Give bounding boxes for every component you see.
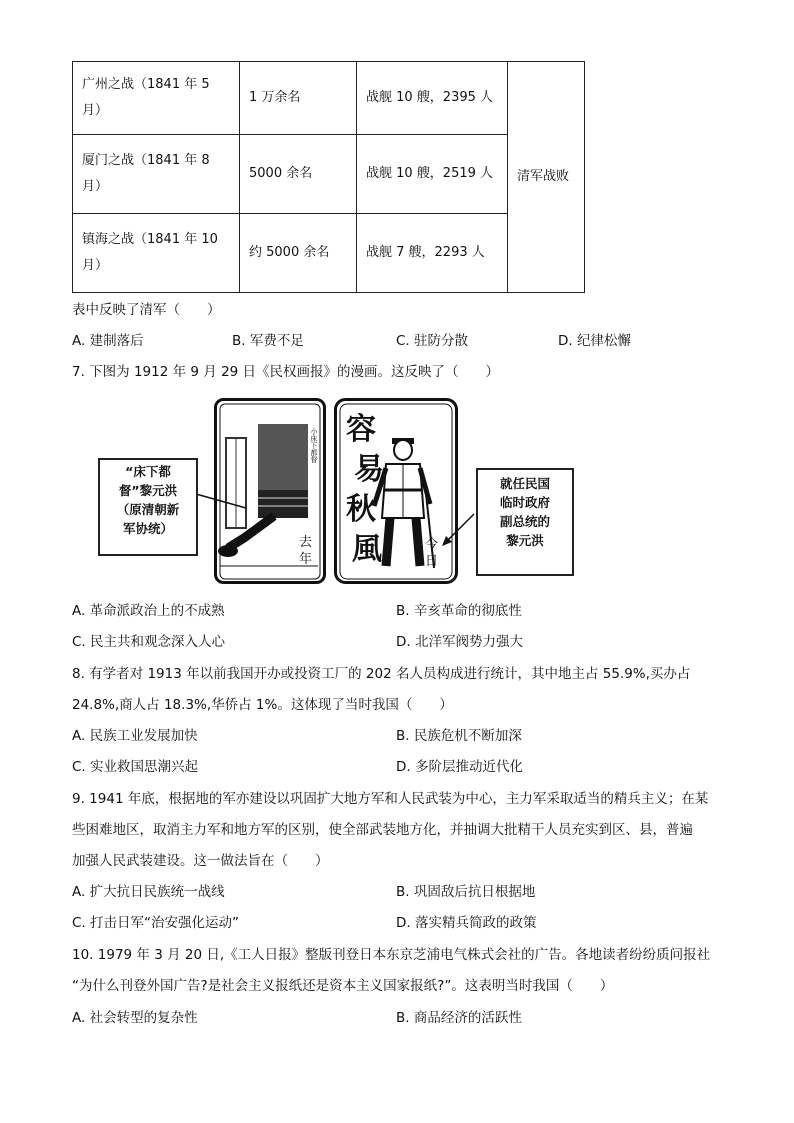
battle-cell [73, 214, 240, 293]
q7-option-c[interactable]: C. 民主共和观念深入人心 [72, 634, 226, 650]
result-cell: 清军战败 [508, 62, 585, 293]
troops-cell: 1 万余名 [240, 62, 357, 135]
table-row [73, 62, 585, 135]
cartoon-label-right [476, 468, 574, 576]
q8-line-1: 8. 有学者对 1913 年以前我国开办或投资工厂的 202 名人员构成进行统计，其中地主占 55.9%,买办占 [72, 666, 691, 682]
q9-option-b[interactable]: B. 巩固敌后抗日根据地 [396, 884, 536, 900]
battle-table [72, 61, 585, 293]
q6-option-a[interactable]: A. 建制落后 [72, 333, 144, 349]
fleet-cell: 战舰 7 艘，2293 人 [357, 214, 508, 293]
q8-option-d[interactable]: D. 多阶层推动近代化 [396, 759, 523, 775]
q10-option-a[interactable]: A. 社会转型的复杂性 [72, 1010, 198, 1026]
battle-name: 广州之战（1841 年 5 [82, 77, 210, 92]
q6-option-d[interactable]: D. 纪律松懈 [558, 333, 631, 349]
q7-option-a[interactable]: A. 革命派政治上的不成熟 [72, 603, 225, 619]
label-line: 军协统） [122, 521, 173, 536]
today-char: 今 [425, 537, 439, 552]
q9-option-c[interactable]: C. 打击日军“治安强化运动” [72, 915, 239, 931]
title-char: 易 [354, 452, 384, 487]
label-line: 副总统的 [499, 514, 550, 529]
cartoon-label-left [98, 458, 198, 556]
q9-option-a[interactable]: A. 扩大抗日民族统一战线 [72, 884, 225, 900]
q7-option-d[interactable]: D. 北洋军阀势力强大 [396, 634, 523, 650]
svg-text:小床下都督: 小床下都督 [310, 428, 318, 463]
battle-name: 厦门之战（1841 年 8 [82, 153, 210, 168]
year-char: 年 [299, 552, 313, 567]
q7-option-b[interactable]: B. 辛亥革命的彻底性 [396, 603, 522, 619]
battle-date: 月） [82, 179, 109, 194]
q8-option-b[interactable]: B. 民族危机不断加深 [396, 728, 522, 744]
label-line: 督”黎元洪 [118, 483, 178, 498]
q7-stem: 7. 下图为 1912 年 9 月 29 日《民权画报》的漫画。这反映了（ ） [72, 364, 500, 380]
label-line: “床下都 [125, 464, 171, 479]
battle-date: 月） [82, 258, 109, 273]
battle-date: 月） [82, 103, 109, 118]
label-line: 黎元洪 [506, 533, 544, 548]
battle-name: 镇海之战（1841 年 10 [82, 232, 218, 247]
q9-option-d[interactable]: D. 落实精兵简政的政策 [396, 915, 537, 931]
q8-line-2: 24.8%,商人占 18.3%,华侨占 1%。这体现了当时我国（ ） [72, 697, 453, 713]
q6-option-c[interactable]: C. 驻防分散 [396, 333, 469, 349]
battle-cell [73, 135, 240, 214]
q10-line-2: “为什么刊登外国广告?是社会主义报纸还是资本主义国家报纸?”。这表明当时我国（ ） [72, 978, 614, 994]
q9-line-1: 9. 1941 年底，根据地的军亦建设以巩固扩大地方军和人民武装为中心，主力军采取适当的精兵主义；在某 [72, 791, 709, 807]
cartoon-figure [96, 396, 574, 586]
title-char: 容 [346, 412, 376, 447]
q10-line-1: 10. 1979 年 3 月 20 日,《工人日报》整版刊登日本东京芝浦电气株式会社的广告。各地读者纷纷质问报社 [72, 947, 711, 963]
battle-cell [73, 62, 240, 135]
q9-line-3: 加强人民武装建设。这一做法旨在（ ） [72, 853, 329, 869]
q6-option-b[interactable]: B. 军费不足 [232, 333, 304, 349]
label-line: 临时政府 [499, 495, 550, 510]
q10-option-b[interactable]: B. 商品经济的活跃性 [396, 1010, 522, 1026]
fleet-cell: 战舰 10 艘，2395 人 [357, 62, 508, 135]
fleet-cell: 战舰 10 艘，2519 人 [357, 135, 508, 214]
label-line: （原清朝新 [116, 502, 180, 517]
troops-cell: 5000 余名 [240, 135, 357, 214]
title-char: 秋 [346, 492, 376, 527]
q8-option-a[interactable]: A. 民族工业发展加快 [72, 728, 198, 744]
q6-stem: 表中反映了清军（ ） [72, 302, 221, 318]
label-line: 就任民国 [499, 476, 550, 491]
year-char: 去 [299, 535, 313, 550]
q9-line-2: 些困难地区，取消主力军和地方军的区别，使全部武装地方化，并抽调大批精干人员充实到区、县，普遍 [72, 822, 693, 838]
troops-cell: 约 5000 余名 [240, 214, 357, 293]
q8-option-c[interactable]: C. 实业救国思潮兴起 [72, 759, 199, 775]
title-char: 風 [352, 532, 382, 567]
today-char: 日 [425, 554, 439, 569]
